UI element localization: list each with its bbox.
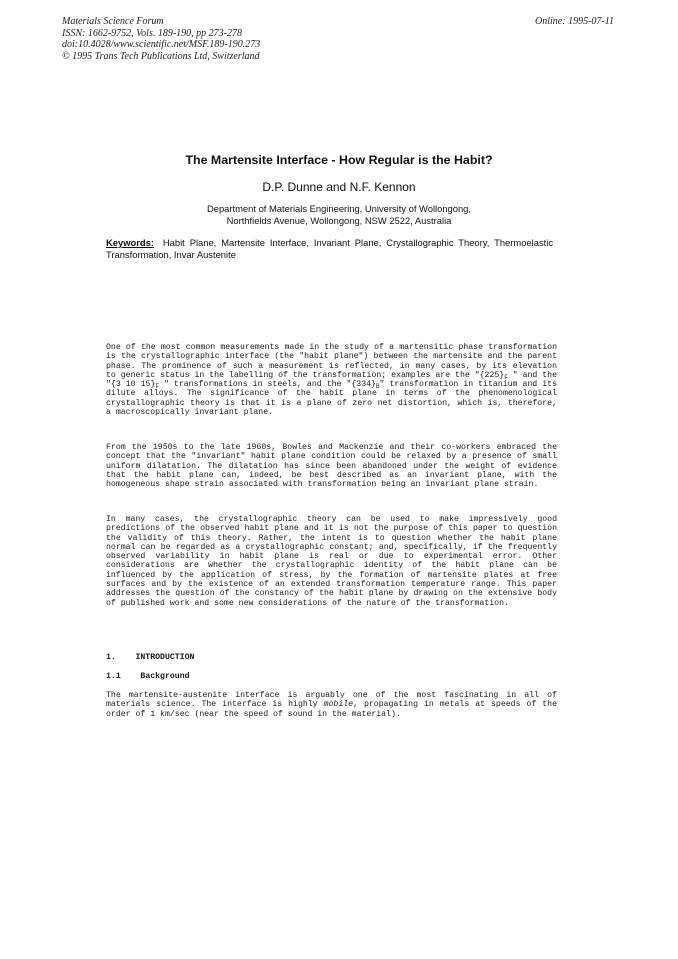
doi-line[interactable]: doi:10.4028/www.scientific.net/MSF.189-190.273: [62, 39, 261, 50]
online-date: Online: 1995-07-11: [535, 16, 614, 27]
abstract-paragraph-1: One of the most common measurements made in the study of a martensitic phase transformation is the crystallographic interface (the "habit plane") between the martensite and the parent phase. The prominence of such a measurement is reflected, in many cases, by its elevation to generic status in the labelling of the transformation; examples are the "$\{225\}_F$ " and the "{3 10 $15\}_F$ " transformations in steels, and the "$\{334\}_B$" transformation in titanium and its dilute alloys. The significance of the habit plane in terms of the phenomenological crystallographic theory is that it is a plane of zero net distortion, which is, therefore, a macroscopically invariant plane.: [106, 343, 557, 418]
affiliation-line-1: Department of Materials Engineering, University of Wollongong,: [206, 203, 472, 214]
abstract-paragraph-3: In many cases, the crystallographic theory can be used to make impressively good predictions of the observed habit plane and it is not the purpose of this paper to question the validity of this theory. Rather, the intent is to question whether the habit plane normal can be regarded as a crystallographic constant; and, specifically, if the frequently observed variability in habit plane is real or due to experimental error. Other considerations are whether the crystallographic identity of the habit plane can be influenced by the application of stress, by the formation of martensite plates at free surfaces and by the existence of an extended transformation temperature range. This paper addresses the question of the constancy of the habit plane by drawing on the extensive body of published work and some new considerations of the nature of the transformation.: [106, 515, 557, 608]
subsection-heading-background: 1.1 Background: [106, 672, 190, 681]
affiliation-line-2: Northfields Avenue, Wollongong, NSW 2522, Australia: [226, 215, 452, 226]
journal-name: Materials Science Forum: [62, 16, 164, 27]
authors: D.P. Dunne and N.F. Kennon: [262, 180, 416, 194]
issn-line: ISSN: 1662-9752, Vols. 189-190, pp 273-278: [62, 27, 242, 39]
section-heading-introduction: 1. INTRODUCTION: [106, 653, 195, 662]
paper-title: The Martensite Interface - How Regular is the Habit?: [185, 153, 493, 167]
keywords-label: Keywords:: [106, 237, 154, 248]
affiliation: [0, 203, 678, 227]
journal-header: [62, 16, 260, 62]
abstract-paragraph-2: From the 1950s to the late 1960s, Bowles and Mackenzie and their co-workers embraced the concept that the "invariant" habit plane condition could be relaxed by a presence of small uniform dilatation. The dilatation has since been abandoned under the weight of evidence that the habit plane can, indeed, be best described as an invariant plane, with the homogeneous shape strain associated with transformation being an invariant plane strain.: [106, 443, 557, 490]
intro-paragraph-1: The martensite-austenite interface is arguably one of the most fascinating in all of materials science. The interface is highly mobile, propagating in metals at speeds of the order of 1 km/sec (near the speed of sound in the material).: [106, 691, 557, 719]
keywords-text: Habit Plane, Martensite Interface, Invariant Plane, Crystallographic Theory, Thermoelastic Transformation, Invar Austenite: [106, 237, 554, 260]
keywords: [106, 237, 553, 261]
copyright-line: © 1995 Trans Tech Publications Ltd, Switzerland: [62, 50, 260, 62]
